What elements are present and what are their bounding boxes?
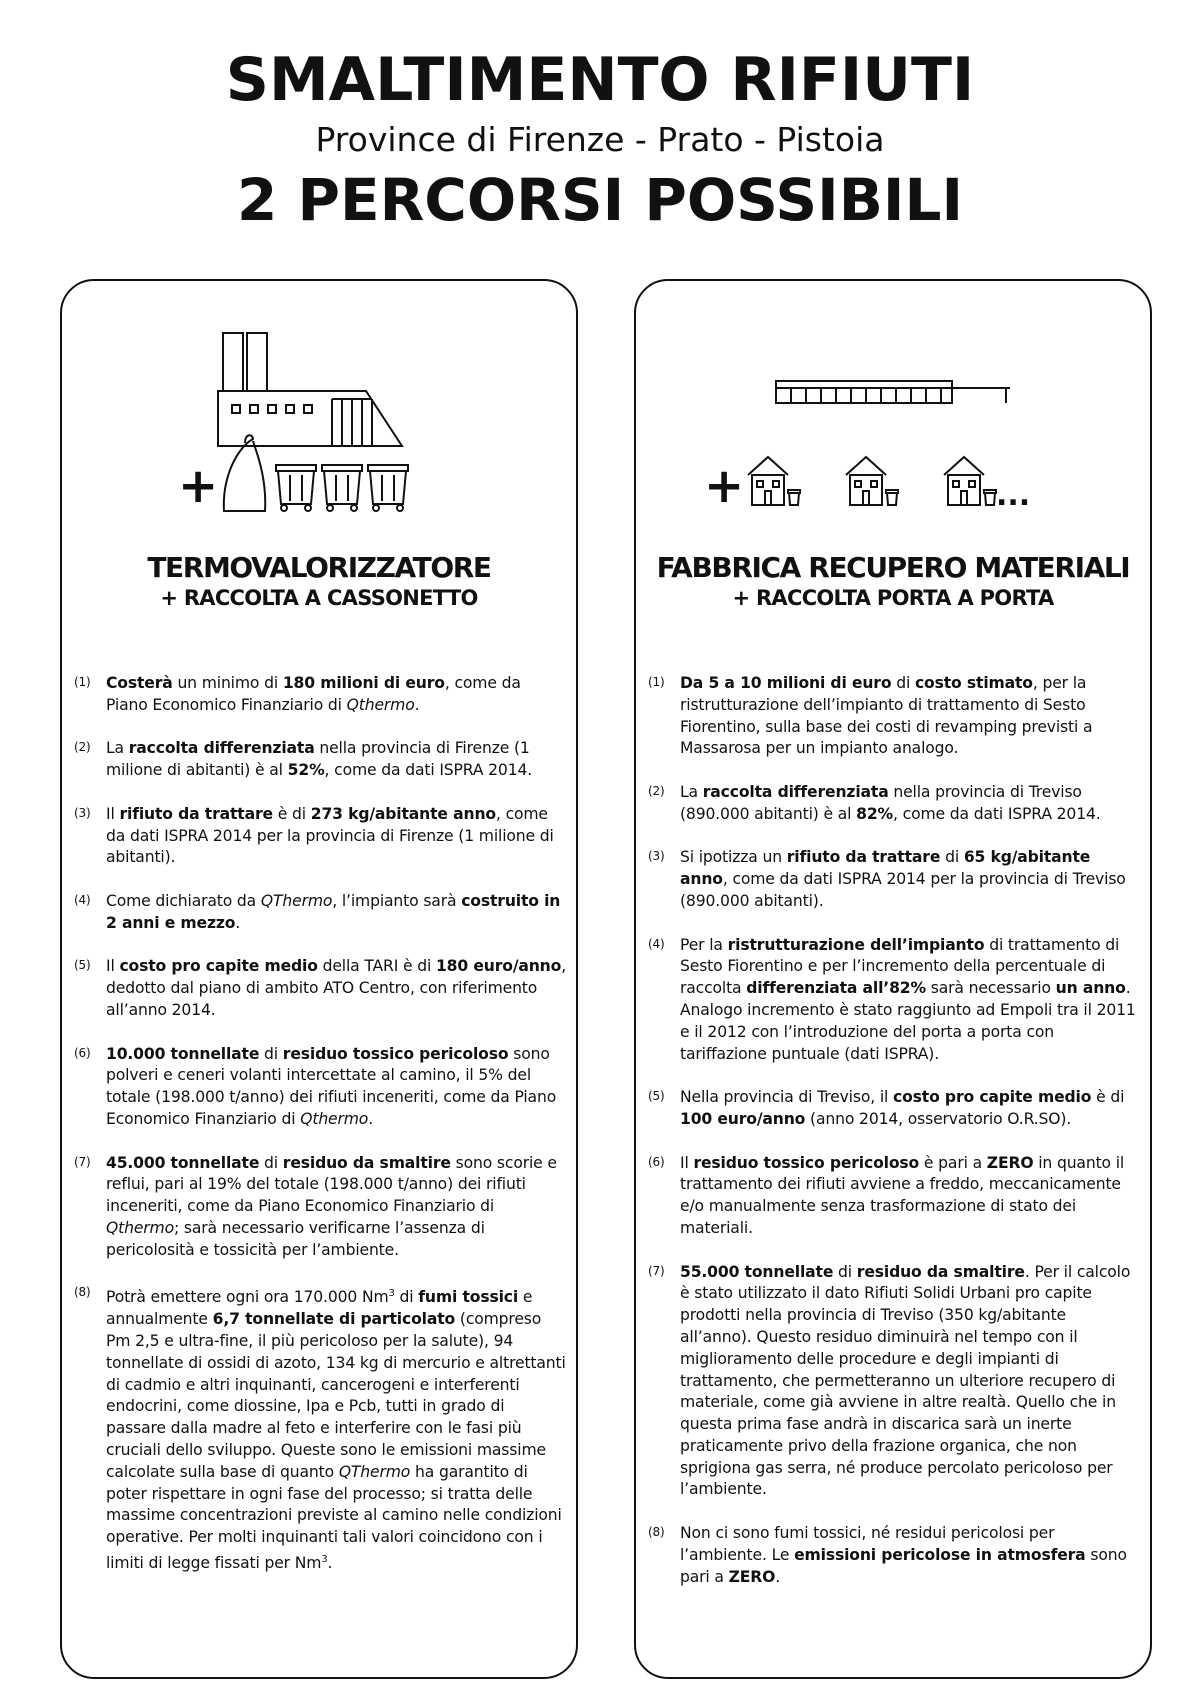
item-number: (5) — [648, 1089, 665, 1104]
left-panel — [60, 279, 578, 1679]
list-item — [648, 935, 1140, 1066]
item-text: ha garantito di poter rispettare in ogni fase del processo; si tratta delle massime concentrazioni previste al camino nelle condizioni operative. Per molti inquinanti tali valori coincidono con i limiti di legge fissati per Nm — [106, 1462, 562, 1573]
item-text: , come da dati ISPRA 2014. — [324, 761, 533, 780]
item-number: (7) — [648, 1263, 665, 1278]
item-text: di — [940, 848, 964, 867]
item-text: QThermo — [260, 891, 333, 910]
item-text: residuo da smaltire — [856, 1262, 1025, 1281]
plus-sign: + — [178, 458, 219, 514]
list-item — [74, 1283, 566, 1575]
item-text: (compreso Pm 2,5 e ultra-fine, il più pericoloso per la salute), 94 tonnellate di ossidi di azoto, 134 kg di mercurio e altrettanti di cadmio e altri inquinanti, cancerogeni e interferenti endocrini, come diossine, Ipa e Pcb, tutti in grado di passare dalla madre al feto e interferire con le fasi più cruciali dello sviluppo. Queste sono le emissioni massime calcolate sulla base di quanto — [106, 1310, 566, 1481]
item-number: (8) — [648, 1525, 665, 1540]
item-text: sarà necessario — [925, 979, 1056, 998]
item-text: in quanto il trattamento dei rifiuti avviene a freddo, meccanicamente e/o manualmente senza trasformazione di stato dei materiali. — [680, 1153, 1125, 1237]
item-text: ZERO — [728, 1567, 776, 1586]
item-text: è pari a — [919, 1153, 987, 1172]
dumpster-icon — [368, 465, 408, 511]
item-text: Per la — [680, 935, 728, 954]
item-text: 65 kg/abitante anno — [680, 848, 1091, 889]
item-text: sono scorie e reflui, pari al 19% del totale (198.000 t/anno) dei rifiuti inceneriti, come da Piano Economico Finanziario di — [106, 1153, 557, 1216]
list-item — [74, 804, 566, 869]
list-item — [648, 1523, 1140, 1588]
item-text: è di — [1091, 1088, 1125, 1107]
page-title-secondary: 2 PERCORSI POSSIBILI — [236, 166, 964, 234]
item-text: . — [327, 1554, 333, 1573]
item-text: 100 euro/anno — [680, 1109, 806, 1128]
page-header — [0, 44, 1200, 236]
item-text: di — [394, 1288, 419, 1307]
item-number: (3) — [74, 805, 91, 820]
item-text: Costerà — [106, 674, 173, 692]
item-text: Qthermo — [300, 1109, 369, 1128]
item-text: . — [368, 1109, 374, 1128]
left-panel-title: TERMOVALORIZZATORE — [147, 551, 491, 584]
list-item — [648, 1087, 1140, 1131]
list-item — [74, 1044, 566, 1131]
right-panel-subtitle: + RACCOLTA PORTA A PORTA — [732, 586, 1054, 610]
item-text: differenziata all’82% — [746, 979, 926, 998]
item-text: di — [833, 1262, 857, 1281]
item-text: ZERO — [986, 1153, 1034, 1172]
item-text: costo stimato — [914, 674, 1033, 692]
item-text: . — [235, 913, 241, 932]
item-number: (2) — [74, 740, 91, 755]
item-text: 10.000 tonnellate — [106, 1044, 260, 1063]
list-item — [74, 956, 566, 1021]
item-number: (3) — [648, 849, 665, 864]
item-text: Il — [680, 1153, 694, 1172]
item-text: QThermo — [338, 1462, 411, 1481]
house-with-bin-icon — [846, 457, 898, 505]
house-with-bin-icon — [944, 457, 996, 505]
item-number: (6) — [74, 1045, 91, 1060]
item-text: è di — [272, 804, 311, 823]
item-number: (1) — [648, 675, 665, 689]
item-text: di — [259, 1044, 283, 1063]
dumpster-icon — [276, 465, 316, 511]
item-text: Il — [106, 957, 120, 976]
item-text: 273 kg/abitante anno — [310, 804, 496, 823]
item-text: , dedotto dal piano di ambito ATO Centro, con riferimento all’anno 2014. — [106, 957, 567, 1019]
item-text: residuo tossico pericoloso — [693, 1153, 920, 1172]
list-item — [74, 891, 566, 935]
right-panel — [634, 279, 1152, 1679]
item-text: 3 — [321, 1554, 328, 1566]
item-text: , come da dati ISPRA 2014 per la provincia di Treviso (890.000 abitanti). — [680, 870, 1126, 910]
item-text: di — [891, 674, 915, 692]
item-text: rifiuto da trattare — [119, 804, 273, 823]
item-text: un anno — [1055, 979, 1126, 998]
left-illustration — [62, 301, 576, 531]
item-text: (anno 2014, osservatorio O.R.SO). — [805, 1109, 1072, 1128]
item-text: 180 milioni di euro — [282, 674, 445, 692]
item-text: . — [414, 695, 420, 714]
item-text: della TARI è di — [317, 957, 436, 976]
plus-sign: + — [704, 458, 745, 514]
list-item — [74, 738, 566, 782]
list-item — [74, 673, 566, 717]
list-item — [648, 847, 1140, 912]
page-subtitle: Province di Firenze - Prato - Pistoia — [315, 120, 885, 159]
item-text: Il — [106, 804, 120, 823]
item-text: di — [259, 1153, 283, 1172]
house-with-bin-icon — [748, 457, 800, 505]
list-item — [648, 1262, 1140, 1502]
item-number: (1) — [74, 675, 91, 689]
dumpster-icon — [322, 465, 362, 511]
item-text: La — [106, 739, 129, 758]
item-text: costruito in 2 anni e mezzo — [106, 891, 561, 932]
item-text: , per la ristrutturazione dell’impianto di trattamento di Sesto Fiorentino, sulla base dei costi di revamping previsti a Massarosa per un impianto analogo. — [680, 674, 1093, 758]
item-text: 3 — [388, 1288, 395, 1300]
item-number: (2) — [648, 783, 665, 798]
item-number: (6) — [648, 1154, 665, 1169]
item-text: rifiuto da trattare — [786, 848, 941, 867]
item-text: emissioni pericolose in atmosfera — [794, 1545, 1086, 1564]
ellipsis: ... — [996, 478, 1031, 513]
item-text: ristrutturazione dell’impianto — [727, 935, 985, 954]
item-text: e annualmente — [106, 1288, 533, 1329]
item-text: residuo tossico pericoloso — [282, 1044, 509, 1063]
item-number: (8) — [74, 1285, 91, 1300]
list-item — [648, 673, 1140, 760]
list-item — [74, 1153, 566, 1262]
item-number: (7) — [74, 1154, 91, 1169]
item-text: , l’impianto sarà — [332, 891, 462, 910]
item-number: (4) — [74, 892, 91, 907]
right-illustration — [636, 301, 1150, 531]
item-text: . Analogo incremento è stato raggiunto ad Empoli tra il 2011 e il 2012 con l’introduzione del porta a porta con tariffazione puntuale (dati ISPRA). — [680, 979, 1136, 1063]
list-item — [648, 782, 1140, 826]
item-text: 82% — [856, 804, 894, 823]
item-text: La — [680, 782, 703, 801]
item-text: sono pari a — [680, 1545, 1127, 1586]
list-item — [648, 1153, 1140, 1240]
item-text: 6,7 tonnellate di particolato — [212, 1310, 456, 1329]
item-text: Non ci sono fumi tossici, né residui pericolosi per l’ambiente. Le — [680, 1524, 1055, 1564]
item-text: . — [775, 1567, 781, 1586]
page-title: SMALTIMENTO RIFIUTI — [225, 45, 975, 115]
item-text: 55.000 tonnellate — [680, 1262, 834, 1281]
item-text: Come dichiarato da — [106, 891, 261, 910]
item-text: costo pro capite medio — [119, 957, 318, 976]
item-text: Nella provincia di Treviso, il — [680, 1088, 893, 1107]
item-text: , come da Piano Economico Finanziario di — [106, 674, 521, 714]
right-panel-title: FABBRICA RECUPERO MATERIALI — [656, 551, 1130, 584]
item-text: fumi tossici — [418, 1288, 519, 1307]
right-items-list — [648, 673, 1140, 1610]
item-text: un minimo di — [172, 674, 283, 692]
item-text: . Per il calcolo è stato utilizzato il dato Rifiuti Solidi Urbani pro capite prodotti nella provincia di Treviso (350 kg/abitante all’anno). Questo residuo diminuirà nel tempo con il miglioramento delle procedure e degli impianti di trattamento, che permetteranno un ulteriore recupero di materiale, come già avviene in altre realtà. Quello che in questa prima fase andrà in discarica sarà un inerte praticamente privo della frazione organica, che non sprigiona gas serra, né produce percolato pericoloso per l’ambiente. — [680, 1262, 1131, 1499]
item-text: Qthermo — [346, 695, 415, 714]
item-text: Qthermo — [106, 1218, 174, 1237]
item-text: 180 euro/anno — [435, 957, 562, 976]
item-text: residuo da smaltire — [282, 1153, 451, 1172]
item-text: nella provincia di Firenze (1 milione di abitanti) è al — [106, 739, 530, 780]
left-panel-heading — [62, 551, 576, 611]
item-text: Potrà emettere ogni ora 170.000 Nm — [106, 1288, 389, 1307]
item-text: 45.000 tonnellate — [106, 1153, 260, 1172]
item-text: , come da dati ISPRA 2014. — [893, 804, 1101, 823]
item-text: nella provincia di Treviso (890.000 abitanti) è al — [680, 782, 1082, 823]
item-text: ; sarà necessario verificarne l’assenza di pericolosità e tossicità per l’ambiente. — [106, 1218, 485, 1259]
item-text: di trattamento di Sesto Fiorentino e per l’incremento della percentuale di raccolta — [680, 935, 1120, 998]
item-number: (5) — [74, 958, 91, 973]
item-text: Si ipotizza un — [680, 848, 787, 867]
recycling-factory-icon — [776, 381, 1010, 403]
left-panel-subtitle: + RACCOLTA A CASSONETTO — [160, 586, 478, 610]
item-text: 52% — [287, 761, 325, 780]
item-text: , come da dati ISPRA 2014 per la provincia di Firenze (1 milione di abitanti). — [106, 804, 554, 867]
item-text: raccolta differenziata — [702, 782, 889, 801]
item-text: sono polveri e ceneri volanti intercettate al camino, il 5% del totale (198.000 t/anno) dei rifiuti inceneriti, come da Piano Economico Finanziario di — [106, 1044, 557, 1128]
left-items-list — [74, 673, 566, 1597]
item-number: (4) — [648, 936, 665, 951]
item-text: raccolta differenziata — [128, 739, 315, 758]
item-text: Da 5 a 10 milioni di euro — [680, 674, 892, 692]
right-panel-heading — [636, 551, 1150, 611]
incinerator-icon — [218, 333, 402, 446]
item-text: costo pro capite medio — [893, 1088, 1092, 1107]
